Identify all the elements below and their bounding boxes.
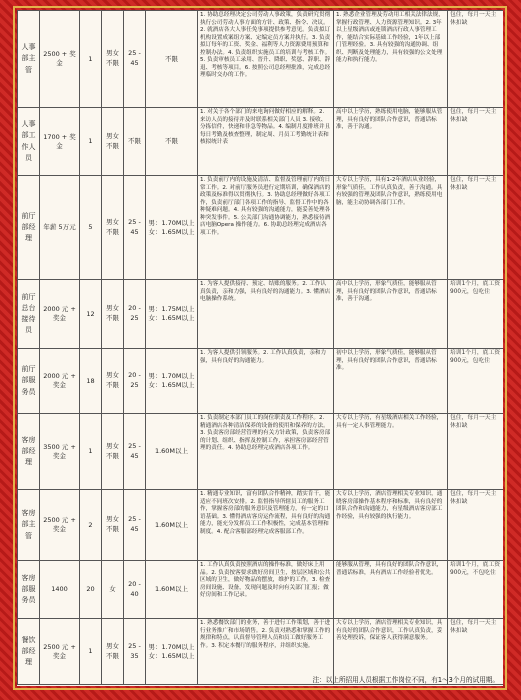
- duties-cell: 1. 协助总经理决定公司劳动人事政策，负责研究贯彻执行公司劳动人事方面的方针、政策、指令、决议。2. 就酒店各大人事任免事项提供参考意见。负责拟订机构设置成案组方案、定编定员方案并执行。3. 负责拟订每年的工资、奖金、福利等人力资源费用预算和控制办法。4. 负责组织实施员工的培训与考核工作。5. 负责审核员工录用、晋升、降职、奖惩、辞职、辞退、考核等项目。6. 按照公司总经理批准，完成总经理临时交办的工作。: [198, 11, 334, 108]
- job-title-cell: 客房部经理: [18, 414, 40, 490]
- benefits-note-cell: 包住，每月一天主休扣缺: [448, 108, 504, 176]
- duties-cell: 1. 精通专业知识，富有团队合作精神，踏实肯干，能适应不同班次安排。2. 监督指导所辖员工的服务工作，掌握客房部的服务意识及管理能力，有一定的口语基础。3. 懂得酒店客房运作流程，具有良好的沟通能力，能充分发挥员工工作积极性，完成基本管理和制度。4. 配合客服部经理完成客服部工作。: [198, 490, 334, 561]
- job-title-cell: 客房部服务员: [18, 561, 40, 619]
- headcount-cell: 1: [80, 108, 102, 176]
- requirements-cell: 初中以上学历，形象气质佳，能够服从管理，具有良好的团队合作意识，普通话标准。: [334, 349, 448, 414]
- gender-cell: 男女不限: [102, 176, 124, 280]
- headcount-cell: 18: [80, 349, 102, 414]
- duties-cell: 1. 对关于各个部门的来电询问做好相应的解释。2. 来访人员的接待并及时联系相关部门人员 3. 接收、分拣信件，快递和非急等物品。4. 编制月度排班并且每日考勤及核查整理，制定周、月员工考勤统计表和核拟统计表: [198, 108, 334, 176]
- benefits-note-cell: 培训1个月，底工资900元，包吃住: [448, 349, 504, 414]
- table-row: [18, 349, 504, 414]
- height-cell: 男：1.75M以上 女：1.65M以上: [146, 280, 198, 349]
- headcount-cell: 20: [80, 561, 102, 619]
- salary-cell: 1400: [40, 561, 80, 619]
- gender-cell: 男女不限: [102, 108, 124, 176]
- gender-cell: 男女不限: [102, 414, 124, 490]
- requirements-cell: 1. 熟悉企业管理及劳动用工相关法律法规，掌握行政管理、人力资源管理知识。2. 3年以上星级酒店或连锁酒店行政人事管理工作，能结合实际基础工作经验，1年以上部门管理经验。3. 具有较强的沟通协调、组织、判断及处理能力，具有较强的公文处理能力和执行能力。: [334, 11, 448, 108]
- job-title-cell: 人事部工作人员: [18, 108, 40, 176]
- gender-cell: 女: [102, 561, 124, 619]
- requirements-cell: 高中以上学历，形象气质佳，能够服从管理，具有良好的团队合作意识，普通话标准，善于沟通。: [334, 280, 448, 349]
- table-row: [18, 280, 504, 349]
- footer-note: 注：以上所招用人员根据工作岗位不同，有1～3个月的试用期。: [312, 676, 499, 684]
- headcount-cell: 1: [80, 619, 102, 685]
- height-cell: 不限: [146, 11, 198, 108]
- salary-cell: 2500 元 + 奖金: [40, 619, 80, 685]
- headcount-cell: 12: [80, 280, 102, 349]
- requirements-cell: 高中以上学历，熟练使用电脑，能够服从管理，具有良好的团队合作意识，普通话标准，善于沟通。: [334, 108, 448, 176]
- table-row: [18, 561, 504, 619]
- duties-cell: 1. 负责制定本部门员工的岗位职责及工作程序。2. 精通酒店各种清洁保养的设备的使用和保养的方法。3. 负责客房部经营管理的有关方针政策，负责客房部的计划、组织、指挥及控制工作，承担客房部经营管理的责任。4. 协助总经理完成酒店各项工作。: [198, 414, 334, 490]
- salary-cell: 2500 + 奖金: [40, 11, 80, 108]
- height-cell: 男：1.70M以上 女：1.65M以上: [146, 349, 198, 414]
- duties-cell: 1. 熟悉餐饮部门的业务，善于进行工作策划，善于进行业务推广和市场销售。2. 负责对熟悉和掌握工作的规律和特点，认真督导管理人员和员工做好服务工作。3. 积定本餐厅的服务程序，并组织实施。: [198, 619, 334, 685]
- job-title-cell: 前厅总台接待员: [18, 280, 40, 349]
- height-cell: 1.60M以上: [146, 561, 198, 619]
- recruitment-table: [17, 10, 503, 685]
- job-title-cell: 餐饮部经理: [18, 619, 40, 685]
- benefits-note-cell: 包住，每月一天主休扣缺: [448, 490, 504, 561]
- age-cell: 20 - 25: [124, 349, 146, 414]
- gender-cell: 男女不限: [102, 280, 124, 349]
- table-row: [18, 11, 504, 108]
- height-cell: 不限: [146, 108, 198, 176]
- job-title-cell: 前厅部经理: [18, 176, 40, 280]
- gender-cell: 男女不限: [102, 349, 124, 414]
- age-cell: 不限: [124, 108, 146, 176]
- gender-cell: 男女不限: [102, 11, 124, 108]
- requirements-cell: 大专以上学历，酒店管理相关专业知识，通晓客房部操作基本程序和标准，具有良好的团队合作和沟通能力，有星级酒店客房部工作经验，具有较强的执行能力。: [334, 490, 448, 561]
- salary-cell: 年薪 5万元: [40, 176, 80, 280]
- headcount-cell: 5: [80, 176, 102, 280]
- age-cell: 25 - 35: [124, 619, 146, 685]
- headcount-cell: 1: [80, 414, 102, 490]
- job-title-cell: 人事部主管: [18, 11, 40, 108]
- salary-cell: 3500 元 + 奖金: [40, 414, 80, 490]
- benefits-note-cell: 培训1个月，底工资900元，不包吃住: [448, 561, 504, 619]
- age-cell: 20 - 40: [124, 561, 146, 619]
- recruitment-table-sheet: [17, 10, 503, 686]
- salary-cell: 1700 + 奖金: [40, 108, 80, 176]
- benefits-note-cell: 包住，每月一天主休扣缺: [448, 414, 504, 490]
- age-cell: 25 - 45: [124, 414, 146, 490]
- requirements-cell: 大专以上学历，有星级酒店相关工作经验，具有一定人事管理能力。: [334, 414, 448, 490]
- gender-cell: 男女不限: [102, 490, 124, 561]
- height-cell: 1.60M以上: [146, 490, 198, 561]
- salary-cell: 2000 元 + 奖金: [40, 280, 80, 349]
- benefits-note-cell: 包住，每月一天主休扣缺: [448, 11, 504, 108]
- duties-cell: 1. 负责前厅内的设施及清洁、监督及管理前厅内的日常工作。2. 对前厅服务员进行定期培训，确保酒店的政策及标准得以贯彻执行。3. 协助总经理做好各项工作，负责前厅部门各项工作的指导、监督工作中的各种疑难问题。4. 具有较强的沟通能力，能妥善处理各种突发事件。5. 公关部门沟通协调能力，熟悉接待酒店电脑Opera 操作能力。6. 协助总经理完成酒店各项工作。: [198, 176, 334, 280]
- headcount-cell: 2: [80, 490, 102, 561]
- requirements-cell: 大专以上学历，具有1-2年酒店从业经验，形象气质佳，工作认真负责，善于沟通。具有较强的管理及团队合作意识，熟练使用电脑，能主动协调各部门工作。: [334, 176, 448, 280]
- salary-cell: 2500 元 + 奖金: [40, 490, 80, 561]
- table-row: [18, 176, 504, 280]
- duties-cell: 1. 为客人提供接待、预定、结账的服务。2. 工作认真负责，亲和力强，具有良好的沟通能力。3. 懂酒店电脑操作系统。: [198, 280, 334, 349]
- age-cell: 25 - 45: [124, 490, 146, 561]
- job-title-cell: 前厅部服务员: [18, 349, 40, 414]
- height-cell: 1.60M以上: [146, 414, 198, 490]
- requirements-cell: 能够服从管理，具有良好的团队合作意识，普通话标准，具有酒店工作经验者优先。: [334, 561, 448, 619]
- benefits-note-cell: 包住，每月一天主休扣缺: [448, 176, 504, 280]
- table-row: [18, 414, 504, 490]
- requirements-cell: 大专以上学历，酒店管理相关专业知识，具有良好的团队合作意识，工作认真负责，妥善处理投诉，保证客人获得满意服务。: [334, 619, 448, 685]
- height-cell: 男：1.70M以上 女：1.65M以上: [146, 176, 198, 280]
- age-cell: 25 - 45: [124, 176, 146, 280]
- age-cell: 25 - 45: [124, 11, 146, 108]
- duties-cell: 1. 为客人提供引领服务。2. 工作认真负责，亲和力强，具有良好的沟通能力。: [198, 349, 334, 414]
- job-title-cell: 客房部主管: [18, 490, 40, 561]
- height-cell: 男：1.70M以上 女：1.65M以上: [146, 619, 198, 685]
- table-row: [18, 490, 504, 561]
- duties-cell: 1. 工作认真负责按照酒店的操作标准，做好床上用品。2. 负责按客要求做好房间卫生，按层区域和公共区域的卫生，做好物品的摆放，维护的工作。3. 检查房间设施、设备，发现问题及时向有关部门汇报；做好房间和工作记录。: [198, 561, 334, 619]
- salary-cell: 2000 元 + 奖金: [40, 349, 80, 414]
- benefits-note-cell: 培训1个月，底工资900元，包吃住: [448, 280, 504, 349]
- age-cell: 20 - 25: [124, 280, 146, 349]
- benefits-note-cell: 包住，每月一天主休扣缺: [448, 619, 504, 685]
- gender-cell: 男女不限: [102, 619, 124, 685]
- table-row: [18, 108, 504, 176]
- headcount-cell: 1: [80, 11, 102, 108]
